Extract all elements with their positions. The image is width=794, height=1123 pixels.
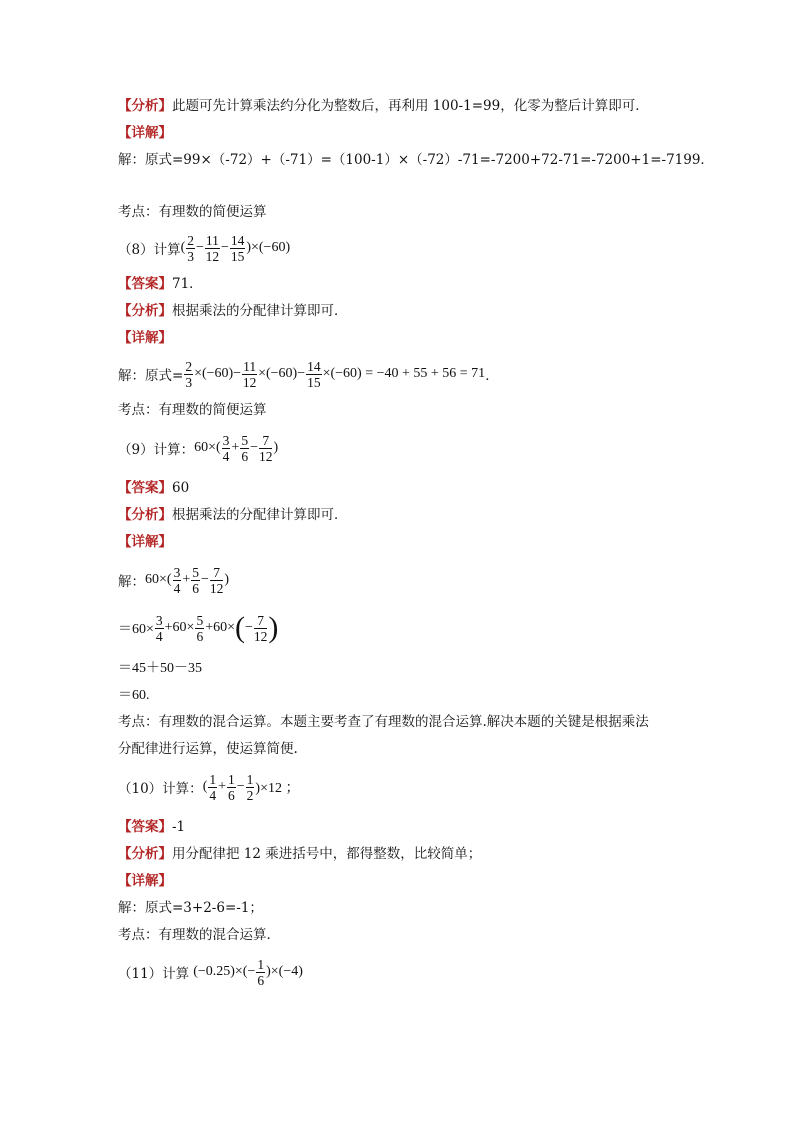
solution-step-2: ＝60× $\frac{3}{4}$ +60× $\frac{5}{6}$ +60× ( − $\frac{7}{12}$ ) bbox=[118, 611, 279, 644]
detail-line-8: 【详解】 bbox=[118, 330, 172, 346]
solution-line-10: 解：原式=3+2-6=-1； bbox=[118, 900, 263, 916]
fraction: $\frac{5}{6}$ bbox=[196, 612, 204, 644]
fraction: $\frac{7}{12}$ bbox=[258, 432, 273, 464]
fraction: $\frac{7}{12}$ bbox=[253, 612, 268, 644]
fraction: $\frac{2}{3}$ bbox=[187, 232, 195, 264]
fraction: $\frac{5}{6}$ bbox=[241, 432, 249, 464]
analysis-text: 此题可先计算乘法约分化为整数后，再利用 100-1=99，化零为整后计算即可． bbox=[172, 98, 649, 114]
solution-line-7 bbox=[118, 151, 714, 169]
kaodian-line-9a: 考点：有理数的混合运算。本题主要考查了有理数的混合运算.解决本题的关键是根据乘法 bbox=[118, 714, 649, 730]
fraction: $\frac{14}{15}$ bbox=[307, 358, 321, 390]
fraction: $\frac{11}{12}$ bbox=[242, 358, 257, 390]
detail-line-7 bbox=[118, 124, 172, 142]
answer-line-8: 【答案】71． bbox=[118, 276, 203, 292]
problem-9: （9）计算： 60×( $\frac{3}{4}$ + $\frac{5}{6}$ − $\frac{7}{12}$ ) bbox=[118, 432, 279, 464]
analysis-tag: 【分析】 bbox=[118, 98, 172, 114]
detail-line-10: 【详解】 bbox=[118, 873, 172, 889]
analysis-line-7 bbox=[118, 97, 649, 115]
fraction: $\frac{3}{4}$ bbox=[173, 564, 181, 596]
kaodian-line-10: 考点：有理数的混合运算． bbox=[118, 927, 280, 943]
kaodian-line-7: 考点：有理数的简便运算 bbox=[118, 204, 267, 220]
solution-step-4: ＝60. bbox=[118, 688, 150, 703]
fraction: $\frac{14}{15}$ bbox=[230, 232, 245, 264]
fraction: $\frac{11}{12}$ bbox=[205, 232, 220, 264]
analysis-line-9: 【分析】根据乘法的分配律计算即可． bbox=[118, 507, 348, 523]
solution-line-8: 解：原式= $\frac{2}{3}$ ×(−60)− $\frac{11}{12}$ ×(−60)− $\frac{14}{15}$ ×(−60) = −40 + 55 + 56 = 71 ． bbox=[118, 358, 499, 390]
detail-line-9: 【详解】 bbox=[118, 534, 172, 550]
kaodian-line-8: 考点：有理数的简便运算 bbox=[118, 402, 267, 418]
answer-line-9: 【答案】60 bbox=[118, 480, 190, 496]
analysis-line-8: 【分析】根据乘法的分配律计算即可． bbox=[118, 303, 348, 319]
solution-step-1: 解： 60×( $\frac{3}{4}$ + $\frac{5}{6}$ − $\frac{7}{12}$ ) bbox=[118, 564, 230, 596]
analysis-line-10: 【分析】用分配律把 12 乘进括号中，都得整数，比较简单； bbox=[118, 846, 482, 862]
answer-line-10: 【答案】-1 bbox=[118, 819, 186, 835]
fraction: $\frac{7}{12}$ bbox=[209, 564, 224, 596]
solution-text: 解：原式=99×（-72）+（-71）=（100-1）×（-72）-71=-7200+72-71=-7200+1=-7199． bbox=[118, 152, 714, 168]
kaodian-line-9b: 分配律进行运算，使运算简便. bbox=[118, 741, 298, 757]
problem-11: （11）计算 (−0.25)×(− $\frac{1}{6}$ )×(−4) bbox=[118, 956, 303, 988]
fraction: $\frac{5}{6}$ bbox=[192, 564, 199, 596]
fraction: $\frac{1}{6}$ bbox=[257, 956, 265, 988]
fraction: $\frac{1}{6}$ bbox=[228, 771, 235, 803]
fraction: $\frac{3}{4}$ bbox=[155, 612, 163, 644]
fraction: $\frac{1}{2}$ bbox=[246, 771, 254, 803]
detail-tag: 【详解】 bbox=[118, 125, 172, 141]
solution-step-3: ＝45＋50－35 bbox=[118, 661, 202, 676]
fraction: $\frac{3}{4}$ bbox=[222, 432, 230, 464]
fraction: $\frac{1}{4}$ bbox=[209, 771, 217, 803]
problem-10: （10）计算： ( $\frac{1}{4}$ + $\frac{1}{6}$ − $\frac{1}{2}$ )×12 ； bbox=[118, 771, 300, 803]
fraction: $\frac{2}{3}$ bbox=[185, 358, 193, 390]
problem-8: （8）计算 ( $\frac{2}{3}$ − $\frac{11}{12}$ − $\frac{14}{15}$ )×(−60) bbox=[118, 232, 291, 264]
